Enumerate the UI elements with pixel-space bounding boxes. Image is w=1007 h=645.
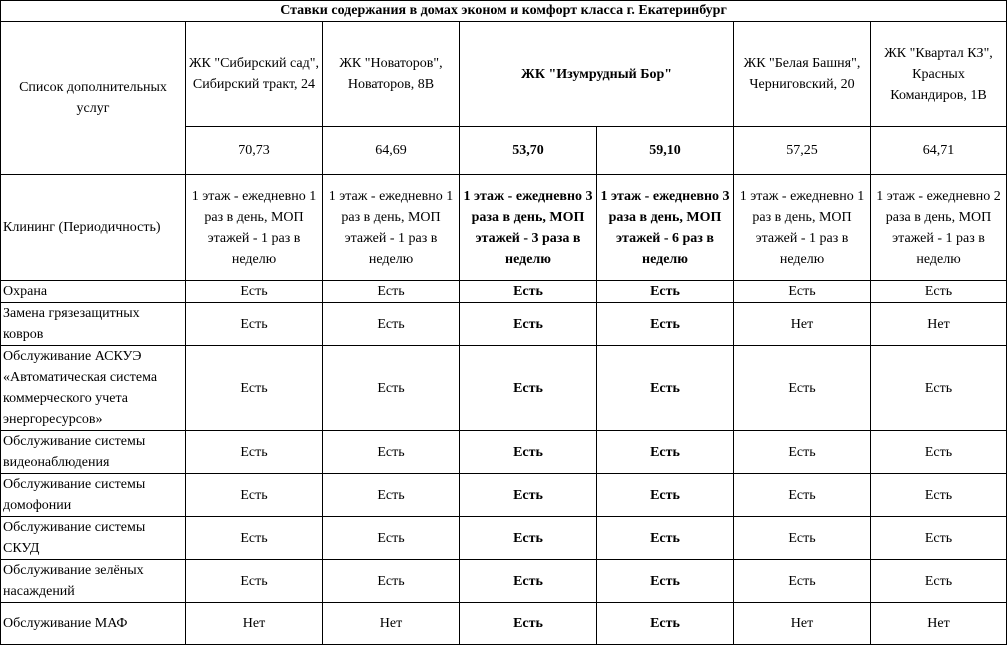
building-header: ЖК "Квартал КЗ", Красных Командиров, 1В (871, 22, 1007, 127)
value-cell: Нет (323, 603, 460, 645)
table-row (1, 431, 1007, 474)
value-cell: Есть (734, 560, 871, 603)
value-cell: Есть (871, 517, 1007, 560)
value-cell: Есть (734, 517, 871, 560)
value-cell: Есть (323, 517, 460, 560)
value-cell: Есть (597, 560, 734, 603)
value-cell: Есть (323, 281, 460, 303)
value-cell: Есть (871, 560, 1007, 603)
value-cell: Есть (871, 474, 1007, 517)
service-label: Обслуживание зелёных насаждений (1, 560, 186, 603)
building-header: ЖК "Сибирский сад", Сибирский тракт, 24 (186, 22, 323, 127)
rate-cell: 59,10 (597, 127, 734, 175)
building-header: ЖК "Белая Башня", Черниговский, 20 (734, 22, 871, 127)
value-cell: Есть (460, 474, 597, 517)
value-cell: Есть (734, 281, 871, 303)
service-label: Обслуживание МАФ (1, 603, 186, 645)
value-cell: Есть (323, 431, 460, 474)
building-header: ЖК "Изумрудный Бор" (460, 22, 734, 127)
value-cell: Есть (186, 474, 323, 517)
value-cell: Есть (597, 603, 734, 645)
value-cell: Нет (871, 603, 1007, 645)
cleaning-label: Клининг (Периодичность) (1, 175, 186, 281)
value-cell: Есть (186, 346, 323, 431)
value-cell: Есть (597, 431, 734, 474)
cleaning-cell: 1 этаж - ежедневно 2 раза в день, МОП этажей - 1 раз в неделю (871, 175, 1007, 281)
service-label: Замена грязезащитных ковров (1, 303, 186, 346)
rate-cell: 64,71 (871, 127, 1007, 175)
table-row (1, 517, 1007, 560)
table-row (1, 603, 1007, 645)
value-cell: Нет (871, 303, 1007, 346)
cleaning-cell: 1 этаж - ежедневно 1 раз в день, МОП этажей - 1 раз в неделю (734, 175, 871, 281)
value-cell: Есть (597, 517, 734, 560)
value-cell: Есть (871, 431, 1007, 474)
rate-cell: 64,69 (323, 127, 460, 175)
value-cell: Есть (186, 517, 323, 560)
table-row (1, 346, 1007, 431)
value-cell: Есть (323, 474, 460, 517)
value-cell: Есть (323, 346, 460, 431)
table-row (1, 281, 1007, 303)
value-cell: Есть (460, 281, 597, 303)
value-cell: Есть (871, 346, 1007, 431)
value-cell: Есть (734, 346, 871, 431)
value-cell: Есть (186, 560, 323, 603)
table-row (1, 560, 1007, 603)
rate-cell: 53,70 (460, 127, 597, 175)
service-label: Обслуживание системы домофонии (1, 474, 186, 517)
value-cell: Есть (597, 474, 734, 517)
value-cell: Есть (460, 517, 597, 560)
value-cell: Есть (460, 560, 597, 603)
value-cell: Есть (323, 303, 460, 346)
service-label: Обслуживание системы видеонаблюдения (1, 431, 186, 474)
value-cell: Есть (460, 346, 597, 431)
value-cell: Есть (186, 281, 323, 303)
value-cell: Есть (597, 303, 734, 346)
value-cell: Есть (460, 431, 597, 474)
table-row (1, 303, 1007, 346)
value-cell: Есть (734, 474, 871, 517)
rate-cell: 57,25 (734, 127, 871, 175)
services-header: Список дополнительных услуг (1, 22, 186, 175)
service-label: Обслуживание системы СКУД (1, 517, 186, 560)
cleaning-cell: 1 этаж - ежедневно 1 раз в день, МОП этажей - 1 раз в неделю (186, 175, 323, 281)
rate-cell: 70,73 (186, 127, 323, 175)
value-cell: Есть (186, 431, 323, 474)
value-cell: Есть (597, 346, 734, 431)
building-header: ЖК "Новаторов", Новаторов, 8В (323, 22, 460, 127)
value-cell: Есть (323, 560, 460, 603)
value-cell: Есть (734, 431, 871, 474)
value-cell: Нет (734, 303, 871, 346)
service-label: Обслуживание АСКУЭ «Автоматическая система коммерческого учета энергоресурсов» (1, 346, 186, 431)
service-label: Охрана (1, 281, 186, 303)
cleaning-cell: 1 этаж - ежедневно 1 раз в день, МОП этажей - 1 раз в неделю (323, 175, 460, 281)
value-cell: Есть (186, 303, 323, 346)
cleaning-cell: 1 этаж - ежедневно 3 раза в день, МОП этажей - 3 раза в неделю (460, 175, 597, 281)
value-cell: Есть (597, 281, 734, 303)
table-title: Ставки содержания в домах эконом и комфорт класса г. Екатеринбург (1, 1, 1007, 22)
value-cell: Есть (460, 303, 597, 346)
value-cell: Есть (871, 281, 1007, 303)
value-cell: Есть (460, 603, 597, 645)
value-cell: Нет (186, 603, 323, 645)
cleaning-cell: 1 этаж - ежедневно 3 раза в день, МОП этажей - 6 раз в неделю (597, 175, 734, 281)
table-row (1, 474, 1007, 517)
value-cell: Нет (734, 603, 871, 645)
